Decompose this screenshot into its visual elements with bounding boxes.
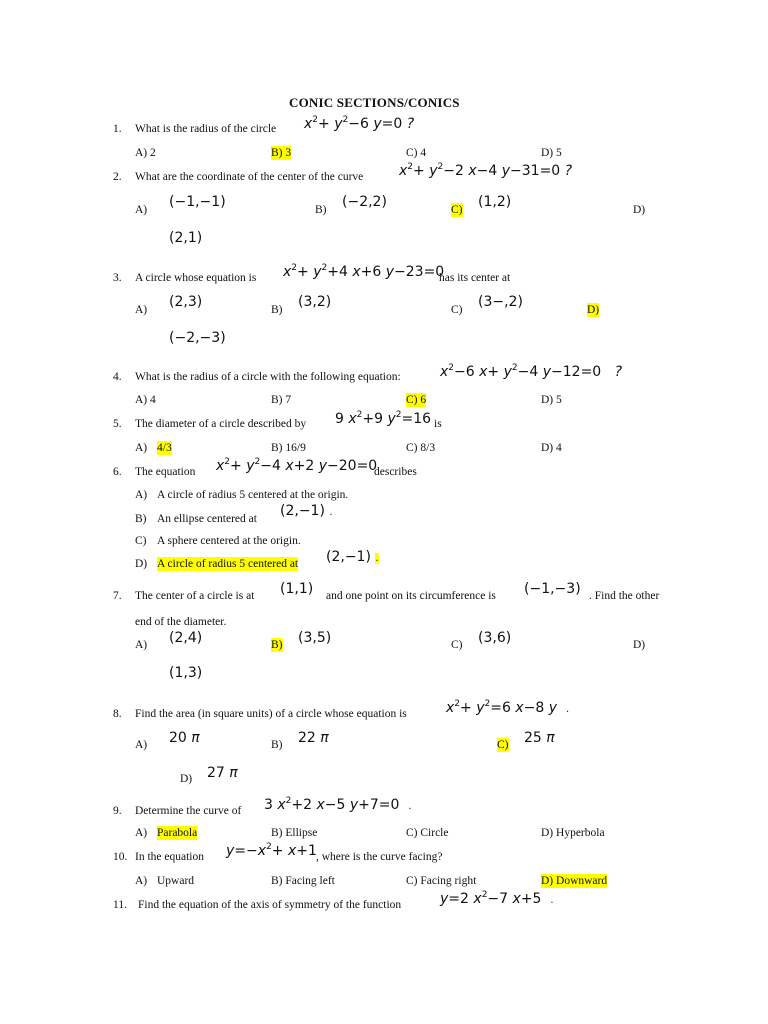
q5-option-c: C) 8/3 (406, 442, 436, 454)
q4-option-a: A) 4 (135, 394, 156, 406)
q9-equation: 3 $x^2+2$ x−5 y+7=0 . (264, 796, 412, 813)
q10-option-a-label: A) (135, 875, 148, 887)
q8-option-c: C) (497, 739, 509, 751)
q8-number: 8. (113, 708, 122, 720)
q1-equation: $x^2+ y^2-6$ y=0 ? (304, 115, 415, 132)
q3-option-b-value: (3,2) (298, 294, 332, 310)
q6-option-b: An ellipse centered at (157, 513, 257, 525)
q9-text: Determine the curve of (135, 805, 242, 817)
q8-text: Find the area (in square units) of a circle whose equation is (135, 708, 407, 720)
q6-option-b-value: (2,−1) . (280, 503, 333, 519)
q6-option-c-label: C) (135, 535, 147, 547)
q3-number: 3. (113, 272, 122, 284)
q8-equation: $x^2+ y^2=6$ x−8 y . (446, 699, 570, 716)
q9-option-d: D) Hyperbola (541, 827, 605, 839)
q9-option-a: Parabola (157, 827, 198, 839)
q7-option-d: D) (633, 639, 646, 651)
q3-option-c: C) (451, 304, 463, 316)
q8-option-a: A) (135, 739, 148, 751)
q4-equation: $x^2-6$ $x+ y^2-4$ y−12=0 ? (440, 363, 623, 380)
q7-point-value: (−1,−3) (524, 581, 581, 597)
q5-text: The diameter of a circle described by (135, 418, 307, 430)
q4-option-c: C) 6 (406, 394, 427, 406)
q5-option-b: B) 16/9 (271, 442, 306, 454)
q7-number: 7. (113, 590, 122, 602)
q1-option-c: C) 4 (406, 147, 427, 159)
q5-option-a: 4/3 (157, 442, 172, 454)
q6-option-a-label: A) (135, 489, 148, 501)
q2-equation: $x^2+ y^2-2$ x−4 y−31=0 ? (399, 162, 573, 179)
q10-option-b: B) Facing left (271, 875, 335, 887)
q5-option-d: D) 4 (541, 442, 562, 454)
q1-option-b: B) 3 (271, 147, 292, 159)
q3-text2: has its center at (439, 272, 511, 284)
q5-number: 5. (113, 418, 122, 430)
q6-option-d-label: D) (135, 558, 148, 570)
q2-option-a-value: (−1,−1) (169, 194, 226, 210)
q3-option-d-value: (−2,−3) (169, 330, 226, 346)
q3-option-a: A) (135, 304, 148, 316)
q7-text: The center of a circle is at (135, 590, 255, 602)
q3-text: A circle whose equation is (135, 272, 257, 284)
q4-option-d: D) 5 (541, 394, 562, 406)
q8-option-d: D) (180, 773, 193, 785)
q6-equation: $x^2+ y^2-4$ x+2 y−20=0 (216, 457, 378, 474)
q2-text: What are the coordinate of the center of the curve (135, 171, 364, 183)
q6-option-c: A sphere centered at the origin. (157, 535, 301, 547)
q7-option-a-value: (2,4) (169, 630, 203, 646)
q7-text2: and one point on its circumference is (326, 590, 496, 602)
q3-option-d: D) (587, 304, 600, 316)
q11-number: 11. (113, 899, 127, 911)
q7-option-b: B) (271, 639, 283, 651)
q3-option-a-value: (2,3) (169, 294, 203, 310)
q6-option-d: A circle of radius 5 centered at (157, 558, 299, 570)
q10-option-c: C) Facing right (406, 875, 477, 887)
q5-equation: 9 $x^2+9$ $y^2=16$ (335, 410, 432, 427)
q8-option-a-value: 20 π (169, 730, 200, 746)
q8-option-d-value: 27 π (207, 765, 238, 781)
q10-option-a: Upward (157, 875, 195, 887)
q3-option-b: B) (271, 304, 283, 316)
q2-option-a: A) (135, 204, 148, 216)
q10-number: 10. (113, 851, 128, 863)
q2-option-c: C) (451, 204, 463, 216)
q2-number: 2. (113, 171, 122, 183)
q2-option-b-value: (−2,2) (342, 194, 387, 210)
q4-option-b: B) 7 (271, 394, 292, 406)
q9-number: 9. (113, 805, 122, 817)
q9-option-c: C) Circle (406, 827, 449, 839)
q7-option-a: A) (135, 639, 148, 651)
q8-option-c-value: 25 π (524, 730, 555, 746)
page-title: CONIC SECTIONS/CONICS (289, 95, 460, 110)
q2-option-d-value: (2,1) (169, 230, 203, 246)
q10-equation: $y=-x^2+ x+1$ (226, 842, 317, 859)
q6-option-b-label: B) (135, 513, 147, 525)
q11-equation: y=2 $x^2-7$ x+5 . (440, 890, 554, 907)
q7-center-value: (1,1) (280, 581, 314, 597)
q7-option-c-value: (3,6) (478, 630, 512, 646)
q7-option-c: C) (451, 639, 463, 651)
q10-option-d: D) Downward (541, 875, 608, 887)
q11-text: Find the equation of the axis of symmetry of the function (138, 899, 402, 911)
q10-text2: , where is the curve facing? (316, 851, 443, 863)
q9-option-a-label: A) (135, 827, 148, 839)
q4-text: What is the radius of a circle with the following equation: (135, 371, 401, 383)
q4-number: 4. (113, 371, 122, 383)
q2-option-d: D) (633, 204, 646, 216)
q5-option-a-label: A) (135, 442, 148, 454)
q3-equation: $x^2+ y^2+4$ x+6 y−23=0 (283, 263, 445, 280)
q5-text2: is (434, 418, 442, 430)
q1-text: What is the radius of the circle (135, 123, 277, 135)
q8-option-b: B) (271, 739, 283, 751)
q6-text: The equation (135, 466, 196, 478)
q2-option-c-value: (1,2) (478, 194, 512, 210)
q2-option-b: B) (315, 204, 327, 216)
q9-option-b: B) Ellipse (271, 827, 318, 839)
q6-option-a: A circle of radius 5 centered at the origin. (157, 489, 349, 501)
q7-text3: . Find the other (589, 590, 660, 602)
q6-text2: describes (374, 466, 417, 478)
q1-option-d: D) 5 (541, 147, 562, 159)
q1-number: 1. (113, 123, 122, 135)
q10-text: In the equation (135, 851, 204, 863)
q1-option-a: A) 2 (135, 147, 156, 159)
q6-number: 6. (113, 466, 122, 478)
q7-option-b-value: (3,5) (298, 630, 332, 646)
q3-option-c-value: (3−,2) (478, 294, 523, 310)
q7-text4: end of the diameter. (135, 616, 227, 628)
q8-option-b-value: 22 π (298, 730, 329, 746)
q6-option-d-value: (2,−1) . (326, 549, 379, 565)
q7-option-d-value: (1,3) (169, 665, 203, 681)
